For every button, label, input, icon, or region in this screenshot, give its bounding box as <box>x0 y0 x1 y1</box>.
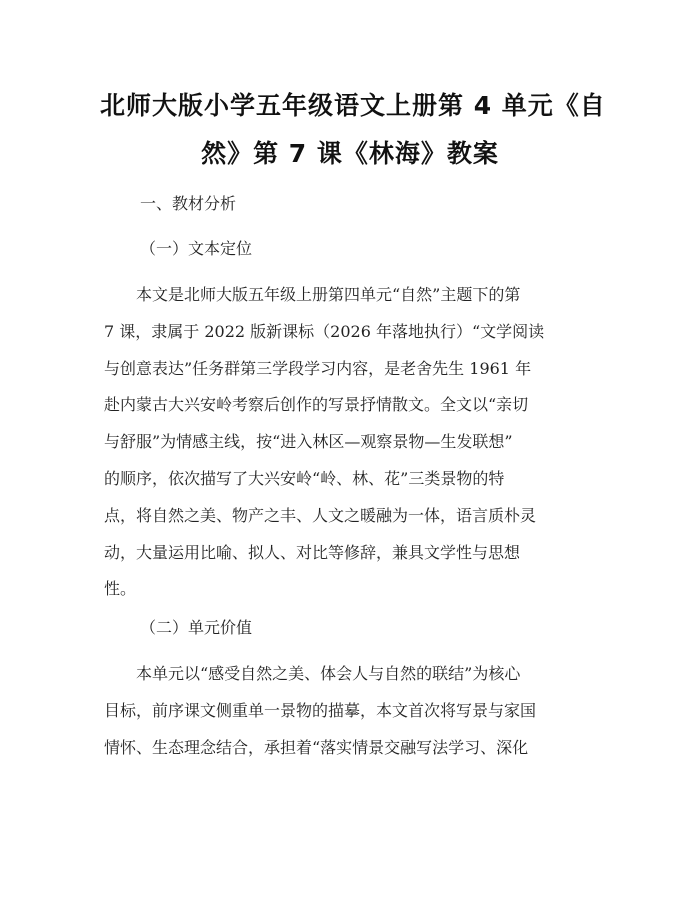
section-heading-teaching-material-analysis: 一、教材分析 <box>140 194 237 213</box>
paragraph-line: 与创意表达”任务群第三学段学习内容，是老舍先生 1961 年 <box>104 358 532 378</box>
paragraph-text-positioning <box>104 277 604 608</box>
paragraph-line: 赴内蒙古大兴安岭考察后创作的写景抒情散文。全文以“亲切 <box>104 395 529 415</box>
title-line-1: 北师大版小学五年级语文上册第 4 单元《自 <box>100 91 606 120</box>
document-title-continued <box>100 130 600 178</box>
paragraph-line: 情怀、生态理念结合，承担着“落实情景交融写法学习、深化 <box>104 737 529 757</box>
title-line-2: 然》第 7 课《林海》教案 <box>201 139 499 168</box>
document-title <box>100 82 606 130</box>
paragraph-line: 的顺序，依次描写了大兴安岭“岭、林、花”三类景物的特 <box>104 468 505 488</box>
paragraph-unit-value <box>104 656 604 766</box>
paragraph-line: 本文是北师大版五年级上册第四单元“自然”主题下的第 <box>136 285 521 304</box>
paragraph-line: 目标，前序课文侧重单一景物的描摹，本文首次将写景与家国 <box>104 700 537 720</box>
paragraph-line: 与舒服”为情感主线，按“进入林区—观察景物—生发联想” <box>104 432 513 452</box>
paragraph-line: 7 课，隶属于 2022 版新课标（2026 年落地执行）“文学阅读 <box>104 321 545 341</box>
subsection-heading-unit-value: （二）单元价值 <box>140 618 253 637</box>
paragraph-line: 动，大量运用比喻、拟人、对比等修辞，兼具文学性与思想 <box>104 542 521 562</box>
paragraph-line: 性。 <box>104 579 137 599</box>
paragraph-line: 本单元以“感受自然之美、体会人与自然的联结”为核心 <box>136 664 521 683</box>
subsection-heading-text-positioning: （一）文本定位 <box>140 239 253 258</box>
paragraph-line: 点，将自然之美、物产之丰、人文之暖融为一体，语言质朴灵 <box>104 505 537 525</box>
